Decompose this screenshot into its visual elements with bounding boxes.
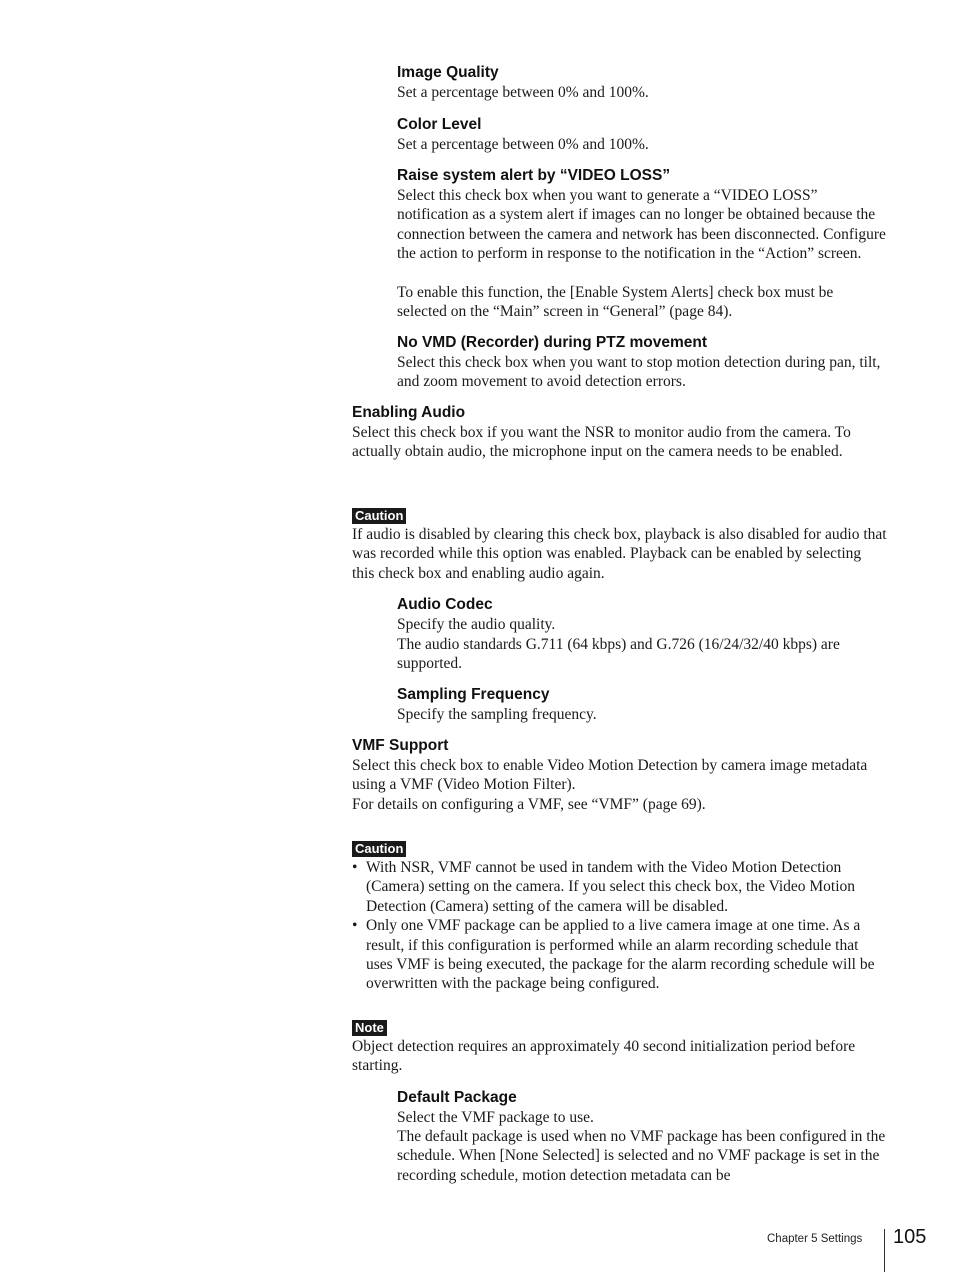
heading-no-vmd: No VMD (Recorder) during PTZ movement — [397, 334, 708, 351]
note-badge: Note — [352, 1020, 387, 1036]
heading-enabling-audio: Enabling Audio — [352, 404, 466, 421]
footer-divider — [884, 1229, 885, 1272]
heading-image-quality: Image Quality — [397, 64, 499, 81]
heading-vmf-support: VMF Support — [352, 737, 449, 754]
heading-default-package: Default Package — [397, 1089, 517, 1106]
text-default-package-2: The default package is used when no VMF package has been configured in the schedule. When [None Selected] is selected and no VMF package is set in the recording schedule, motion detection metadata can be — [397, 1128, 886, 1184]
list-item: • With NSR, VMF cannot be used in tandem with the Video Motion Detection (Camera) setting on the camera. If you select this check box, the Video Motion Detection (Camera) setting of the camera will be disabled. — [352, 858, 887, 916]
text-color-level: Set a percentage between 0% and 100%. — [397, 136, 649, 153]
heading-color-level: Color Level — [397, 116, 482, 133]
list-item: • Only one VMF package can be applied to a live camera image at one time. As a result, if this configuration is performed while an alarm recording schedule that uses VMF is being executed, the package for the alarm recording schedule will be overwritten with the package being configured. — [352, 916, 887, 994]
text-video-loss-2: To enable this function, the [Enable System Alerts] check box must be selected on the “Main” screen in “General” (page 84). — [397, 284, 834, 321]
text-enabling-audio: Select this check box if you want the NSR to monitor audio from the camera. To actually obtain audio, the microphone input on the camera needs to be enabled. — [352, 424, 851, 461]
vmf-caution-list — [352, 858, 887, 994]
heading-audio-codec: Audio Codec — [397, 596, 493, 613]
heading-sampling-frequency: Sampling Frequency — [397, 686, 550, 703]
text-audio-codec-2: The audio standards G.711 (64 kbps) and G.726 (16/24/32/40 kbps) are supported. — [397, 636, 840, 673]
text-sampling-frequency: Specify the sampling frequency. — [397, 706, 597, 723]
caution-badge: Caution — [352, 508, 406, 524]
text-vmf-note: Object detection requires an approximately 40 second initialization period before starting. — [352, 1038, 856, 1075]
text-no-vmd: Select this check box when you want to stop motion detection during pan, tilt, and zoom movement to avoid detection errors. — [397, 354, 881, 391]
caution-badge: Caution — [352, 841, 406, 857]
text-default-package-1: Select the VMF package to use. — [397, 1109, 594, 1126]
text-image-quality: Set a percentage between 0% and 100%. — [397, 84, 649, 101]
page-number: 105 — [893, 1226, 927, 1248]
text-audio-caution: If audio is disabled by clearing this check box, playback is also disabled for audio that was recorded while this option was enabled. Playback can be enabled by selecting this check box and enabling audio again. — [352, 526, 887, 582]
text-vmf-support-1: Select this check box to enable Video Motion Detection by camera image metadata using a VMF (Video Motion Filter). — [352, 757, 868, 794]
footer-chapter-label: Chapter 5 Settings — [767, 1233, 863, 1245]
text-video-loss-1: Select this check box when you want to generate a “VIDEO LOSS” notification as a system alert if images can no longer be obtained because the connection between the camera and network has been disconnected. Configure the action to perform in response to the notification in the “Action” screen. — [397, 187, 886, 263]
text-audio-codec-1: Specify the audio quality. — [397, 616, 556, 633]
text-vmf-support-2: For details on configuring a VMF, see “VMF” (page 69). — [352, 796, 706, 813]
heading-video-loss: Raise system alert by “VIDEO LOSS” — [397, 167, 671, 184]
